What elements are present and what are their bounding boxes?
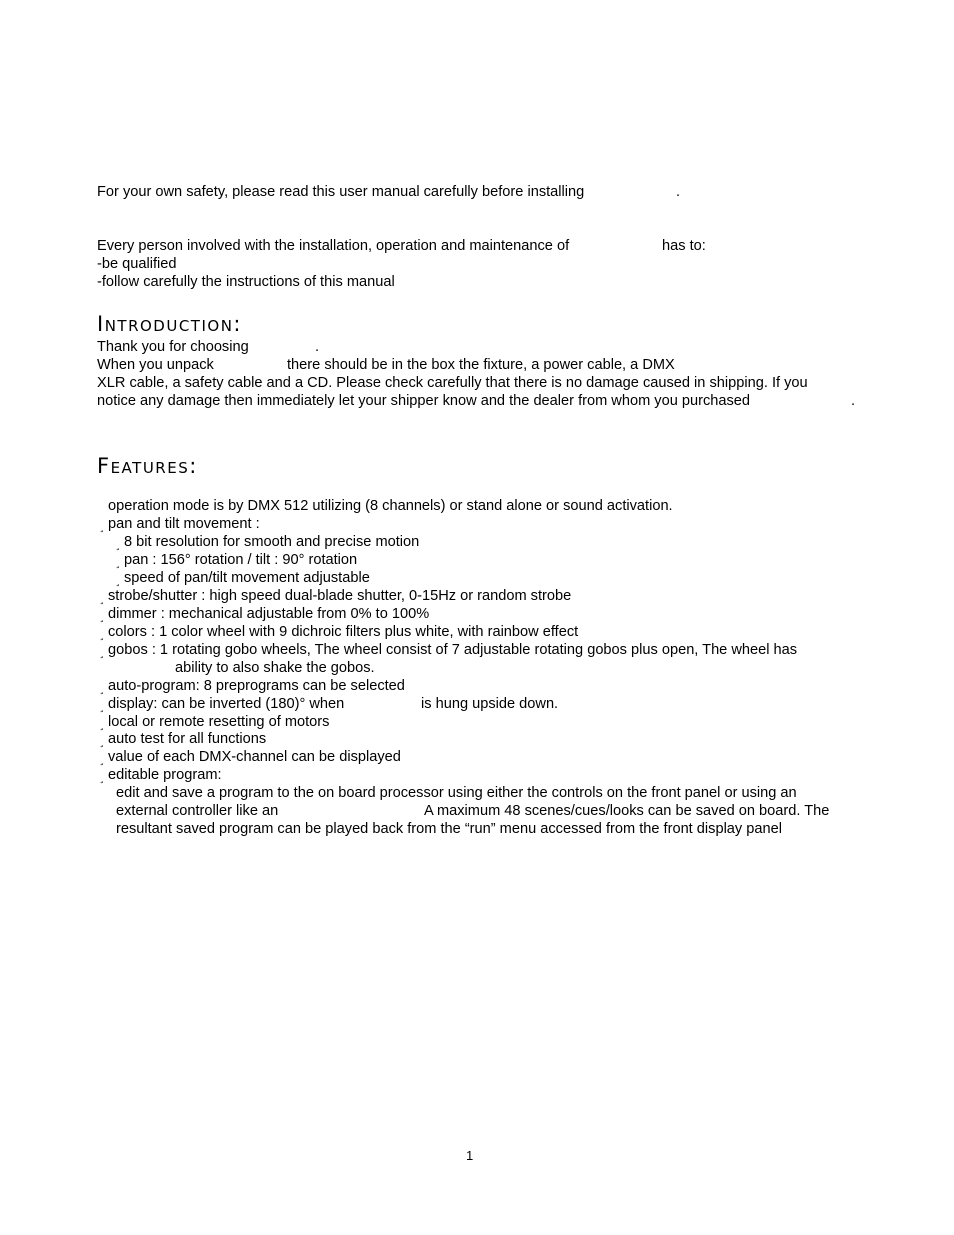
requirement-follow-manual: -follow carefully the instructions of this manual [97, 274, 395, 290]
intro-cables: XLR cable, a safety cable and a CD. Please check carefully that there is no damage caused in shipping. If you [97, 375, 808, 391]
feature-dmx-value: value of each DMX-channel can be displayed [108, 749, 401, 765]
feature-display-end: is hung upside down. [421, 696, 559, 712]
features-heading: Features: [97, 454, 198, 478]
bullet-icon: ¸ [99, 592, 105, 605]
bullet-icon: ¸ [99, 735, 105, 748]
bullet-icon: ¸ [115, 538, 121, 551]
safety-line-1-end: . [676, 184, 681, 200]
feature-gobos: gobos : 1 rotating gobo wheels, The wheel consist of 7 adjustable rotating gobos plus open, The wheel has [108, 642, 798, 658]
bullet-icon: ¸ [99, 700, 105, 713]
feature-editable-line-1: edit and save a program to the on board processor using either the controls on the front panel or using an [116, 785, 797, 801]
bullet-icon: ¸ [115, 556, 121, 569]
feature-pan-tilt-resolution: 8 bit resolution for smooth and precise motion [124, 534, 420, 550]
bullet-icon: ¸ [99, 628, 105, 641]
bullet-icon: ¸ [115, 574, 121, 587]
feature-auto-program: auto-program: 8 preprograms can be selected [108, 678, 405, 694]
bullet-icon: ¸ [99, 610, 105, 623]
feature-reset: local or remote resetting of motors [108, 714, 330, 730]
feature-pan-tilt: pan and tilt movement : [108, 516, 260, 532]
feature-display: display: can be inverted (180)° when [108, 696, 345, 712]
feature-strobe: strobe/shutter : high speed dual-blade shutter, 0-15Hz or random strobe [108, 588, 572, 604]
feature-pan-tilt-rotation: pan : 156° rotation / tilt : 90° rotation [124, 552, 358, 568]
feature-editable-line-2b: A maximum 48 scenes/cues/looks can be saved on board. The [424, 803, 830, 819]
feature-pan-tilt-speed: speed of pan/tilt movement adjustable [124, 570, 370, 586]
intro-thanks: Thank you for choosing [97, 339, 249, 355]
introduction-heading: Introduction: [97, 312, 242, 336]
feature-editable-line-3: resultant saved program can be played back from the “run” menu accessed from the front display panel [116, 821, 782, 837]
intro-box-contents: there should be in the box the fixture, a power cable, a DMX [287, 357, 675, 373]
bullet-icon: ¸ [99, 646, 105, 659]
intro-unpack: When you unpack [97, 357, 214, 373]
safety-line-1: For your own safety, please read this user manual carefully before installing [97, 184, 585, 200]
bullet-icon: ¸ [99, 718, 105, 731]
safety-line-2: Every person involved with the installation, operation and maintenance of [97, 238, 570, 254]
safety-line-2-end: has to: [662, 238, 706, 254]
feature-operation-mode: operation mode is by DMX 512 utilizing (8 channels) or stand alone or sound activation. [108, 498, 673, 514]
feature-editable-program: editable program: [108, 767, 222, 783]
feature-editable-line-2a: external controller like an [116, 803, 279, 819]
feature-dimmer: dimmer : mechanical adjustable from 0% to 100% [108, 606, 430, 622]
feature-colors: colors : 1 color wheel with 9 dichroic filters plus white, with rainbow effect [108, 624, 579, 640]
bullet-icon: ¸ [99, 520, 105, 533]
intro-damage: notice any damage then immediately let your shipper know and the dealer from whom you purchased [97, 393, 751, 409]
intro-thanks-end: . [315, 339, 320, 355]
bullet-icon: ¸ [99, 753, 105, 766]
feature-auto-test: auto test for all functions [108, 731, 267, 747]
intro-damage-end: . [851, 393, 856, 409]
bullet-icon: ¸ [99, 682, 105, 695]
bullet-icon: ¸ [99, 771, 105, 784]
requirement-qualified: -be qualified [97, 256, 177, 272]
page-number: 1 [466, 1148, 474, 1163]
feature-gobos-shake: ability to also shake the gobos. [175, 660, 375, 676]
